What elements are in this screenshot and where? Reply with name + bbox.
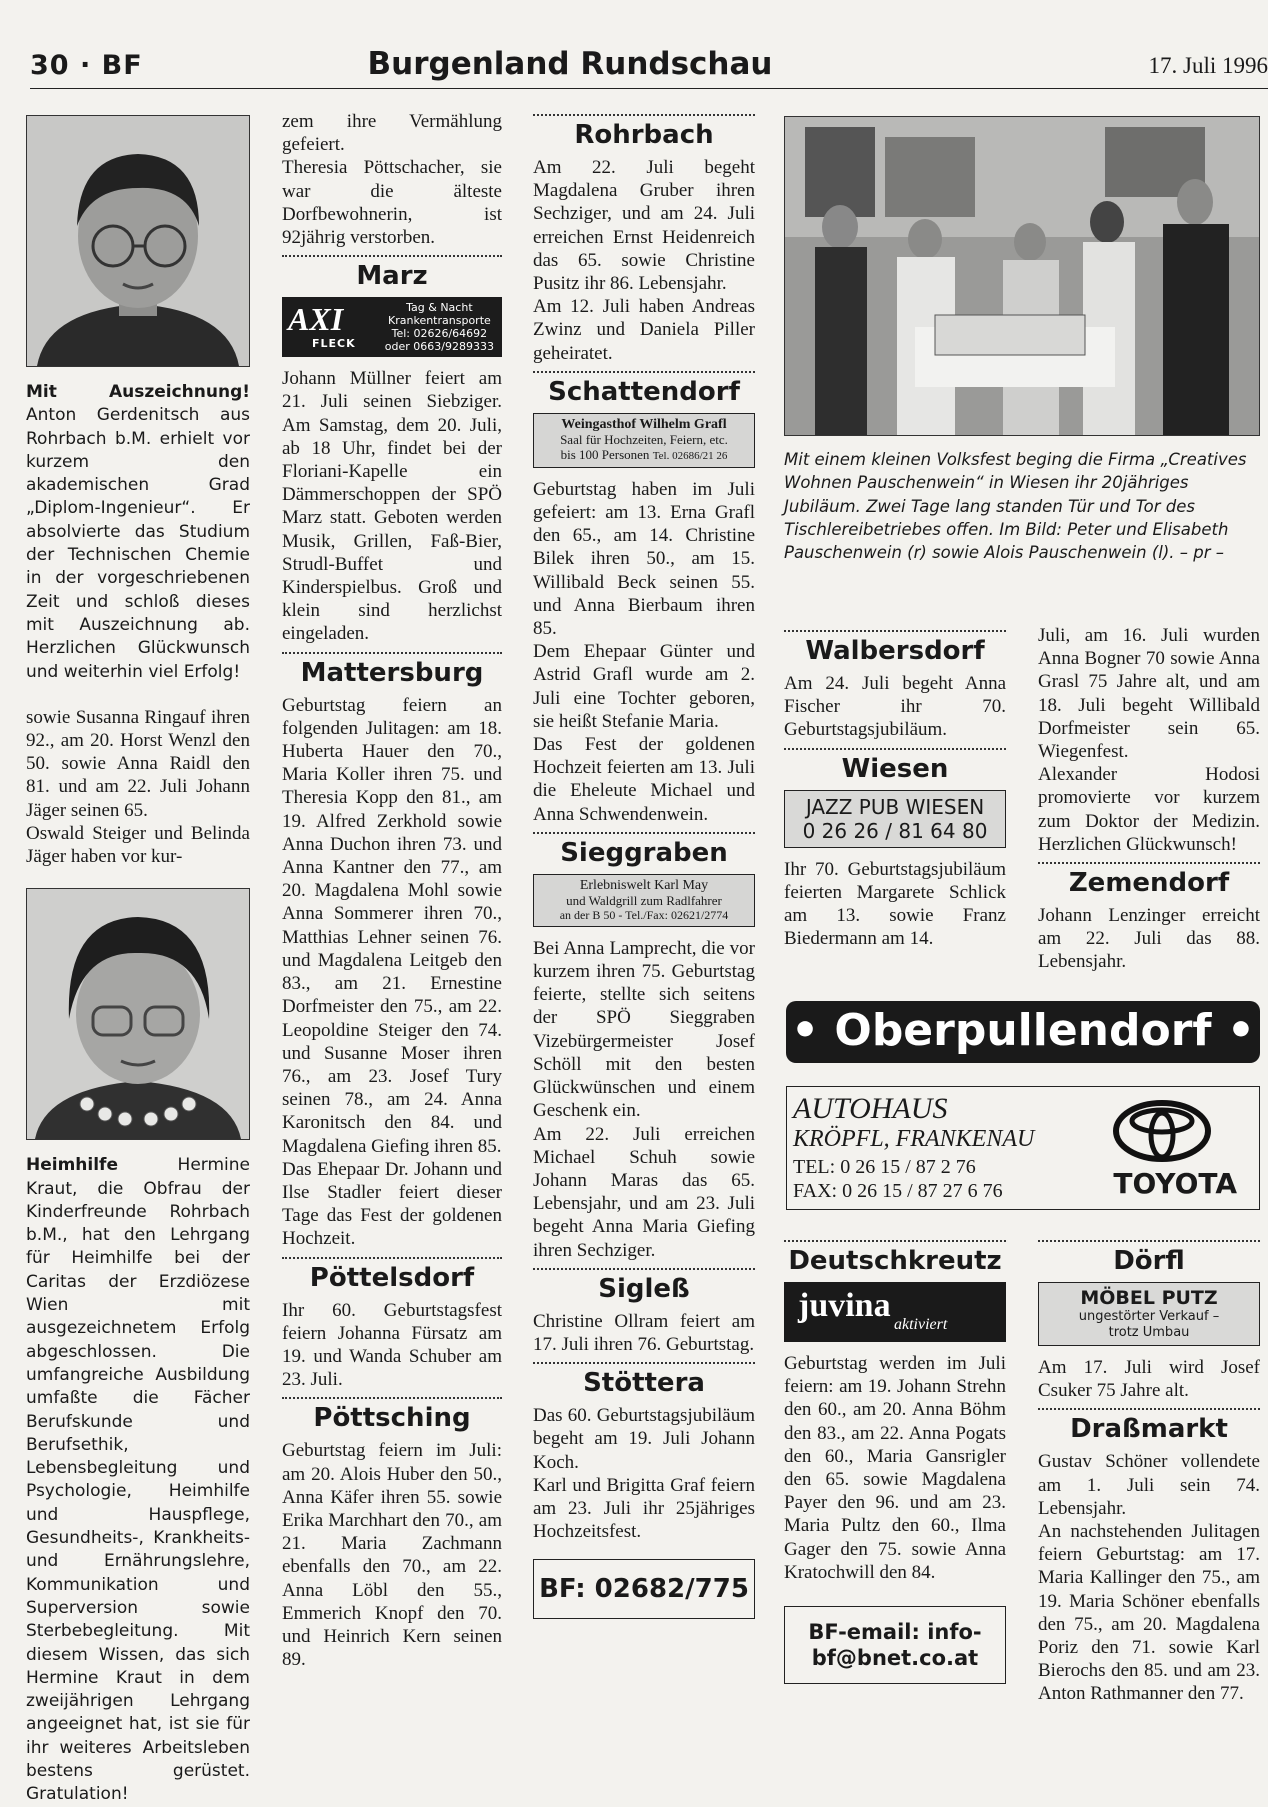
divider xyxy=(1038,1240,1260,1242)
taxi-ad-details xyxy=(385,301,494,353)
paragraph: Bei Anna Lamprecht, die vor kurzem ihren 75. Geburtstag feierte, stellte sich seitens der SPÖ Sieggraben Vizebürgermeister Josef Schöll mit den besten Glückwünschen und einem Geschenk ein. xyxy=(533,937,755,1122)
paragraph: Christine Ollram feiert am 17. Juli ihren 76. Geburtstag. xyxy=(533,1310,755,1355)
section-heading-mattersburg: Mattersburg xyxy=(300,657,484,688)
divider xyxy=(1038,1408,1260,1410)
paragraph: Geburtstag feiern an folgenden Julitagen: am 18. Huberta Hauer den 70., Maria Koller ihren 75. und Theresia Kopp den 81., am 19. Alfred Zerkhold sowie Anna Duchon ihren 73. und Anna Kantner den 77., am 20. Magdalena Mohl sowie Anna Sommerer ihren 70., Matthias Lehner seinen 76. und Magdalena Leitgeb den 83., am 21. Ernestine Dorfmeister den 75., am 22. Leopoldine Steiger den 74. und Susanne Moser ihren 76., am 23. Josef Tury seinen 78., am 24. Anna Karonitsch den 84. und Magdalena Giefing ihren 85. xyxy=(282,694,502,1157)
ad-line: oder 0663/9289333 xyxy=(384,340,494,354)
ad-line: Saal für Hochzeiten, Feiern, etc. xyxy=(560,431,728,447)
ad-line: AUTOHAUS xyxy=(793,1092,948,1125)
ad-line xyxy=(536,447,752,464)
toyota-logo-icon xyxy=(1112,1099,1212,1163)
paragraph: Am 22. Juli begeht Magdalena Gruber ihren Sechziger, und am 24. Juli erreichen Ernst Heidenreich das 65. sowie Christine Pusitz ihr 86. Lebensjahr. xyxy=(533,157,755,295)
taxi-logo-sub: FLECK xyxy=(312,337,356,351)
section-heading-wiesen: Wiesen xyxy=(841,753,949,784)
ad-juvina xyxy=(784,1282,1006,1342)
paragraph: An nachstehenden Julitagen feiern Geburtstag: am 17. Maria Kallinger den 75., am 19. Maria Schöner ebenfalls den 75., am 20. Magdalena Poriz den 71. sowie Karl Bierochs den 85. und am 23. Anton Rathmanner den 77. xyxy=(1038,1521,1260,1705)
region-banner-oberpullendorf xyxy=(786,1001,1260,1063)
paragraph: Das 60. Geburtstagsjubiläum begeht am 19. Juli Johann Koch. xyxy=(533,1405,755,1473)
caption-lead: Heimhilfe xyxy=(26,1155,118,1176)
ad-line: MÖBEL PUTZ xyxy=(1080,1287,1218,1309)
divider xyxy=(282,1397,502,1399)
portrait-photo-gerdenitsch xyxy=(26,115,250,367)
issue-date: 17. Juli 1996 xyxy=(1148,53,1268,78)
ad-jazz-pub-wiesen xyxy=(784,790,1006,848)
paragraph: Ihr 70. Geburtstagsjubiläum feierten Margarete Schlick am 13. sowie Franz Biedermann am 14. xyxy=(784,858,1006,950)
column-4 xyxy=(784,116,1260,564)
ad-line: ungestörter Verkauf – xyxy=(1078,1309,1220,1324)
section-heading-poettsching: Pöttsching xyxy=(313,1403,471,1434)
divider xyxy=(533,114,755,116)
ad-autohaus-kroepfl xyxy=(786,1086,1260,1210)
paragraph: Karl und Brigitta Graf feiern am 23. Juli ihr 25jähriges Hochzeitsfest. xyxy=(533,1474,755,1543)
paragraph: Juli, am 16. Juli wurden Anna Bogner 70 sowie Anna Grasl 75 Jahre alt, und am 18. Juli begeht Willibald Dorfmeister sein 65. Wiegenfest. xyxy=(1038,625,1260,763)
divider xyxy=(533,371,755,373)
divider xyxy=(533,1268,755,1270)
email-line: bf@bnet.co.at xyxy=(811,1646,979,1671)
email-line: BF-email: info- xyxy=(808,1620,982,1645)
event-photo-pauschenwein xyxy=(784,116,1260,436)
column-4-lower xyxy=(784,624,1006,950)
ad-line: KRÖPFL, FRANKENAU xyxy=(793,1126,1035,1152)
section-heading-doerfl: Dörfl xyxy=(1113,1246,1185,1276)
ad-erlebniswelt-karl-may xyxy=(533,874,755,927)
divider xyxy=(784,1240,1006,1242)
column-5 xyxy=(1038,624,1260,974)
ad-line: Weingasthof Wilhelm Grafl xyxy=(561,416,727,432)
column-1 xyxy=(26,115,250,1807)
section-heading-sieggraben: Sieggraben xyxy=(560,837,728,868)
caption-text: Hermine Kraut, die Obfrau der Kinderfreunde Rohrbach b.M., hat den Lehrgang für Heimhilfe bei der Caritas der Erzdiözese Wien mit ausgezeichnetem Erfolg abgeschlossen. Die umfangreiche Ausbildung umfaßte die Fächer Berufskunde und Berufsethik, Lebensbegleitung und Psychologie, Heimhilfe und Hauspflege, Gesundheits-, Krankheits- und Ernährungslehre, Kommunikation und Superversion sowie Sterbebegleitung. Mit diesem Wissen, das sich Hermine Kraut in dem zweijährigen Lehrgang angeeignet hat, ist sie für ihr weiteres Arbeitsleben bestens gerüstet. Gratulation! xyxy=(26,1155,250,1805)
section-heading-rohrbach: Rohrbach xyxy=(574,120,714,150)
photo-caption-pauschenwein: Mit einem kleinen Volksfest beging die Firma „Creatives Wohnen Pauschenwein“ in Wiesen ihr 20jähriges Jubiläum. Zwei Tage lang standen Tür und Tor des Tischlereibetriebes offen. Im Bild: Peter und Elisabeth Pauschenwein (r) sowie Alois Pauschenwein (l). – pr – xyxy=(784,450,1247,563)
paragraph: sowie Susanna Ringauf ihren 92., am 20. Horst Wenzl den 50. sowie Anna Raidl den 81. und am 22. Juli Johann Jäger seinen 65. xyxy=(26,706,250,821)
caption-text: Anton Gerdenitsch aus Rohrbach b.M. erhielt vor kurzem den akademischen Grad „Diplom-Ingenieur“. Er absolvierte das Studium der Technischen Chemie in der vorgeschriebenen Zeit und schloß dieses mit Auszeichnung ab. Herzlichen Glückwunsch und weiterhin viel Erfolg! xyxy=(26,405,250,682)
section-heading-stoettera: Stöttera xyxy=(583,1368,705,1399)
photo-caption-gerdenitsch xyxy=(26,381,250,684)
section-heading-drassmarkt: Draßmarkt xyxy=(1070,1414,1228,1445)
paragraph: Geburtstag haben im Juli gefeiert: am 13. Erna Grafl den 65., am 14. Christine Bilek ihren 50., am 15. Willibald Beck seinen 55. und Anna Bierbaum ihren 85. xyxy=(533,478,755,640)
ad-line: 0 26 26 / 81 64 80 xyxy=(802,818,988,843)
ad-line: FAX: 0 26 15 / 87 27 6 76 xyxy=(793,1180,1003,1202)
column-2 xyxy=(282,110,502,1671)
paragraph: Am 24. Juli begeht Anna Fischer ihr 70. Geburtstagsjubiläum. xyxy=(784,673,1006,741)
section-heading-schattendorf: Schattendorf xyxy=(548,376,740,407)
paragraph: Dem Ehepaar Günter und Astrid Grafl wurde am 2. Juli eine Tochter geboren, sie heißt Stefanie Maria. xyxy=(533,641,755,732)
divider xyxy=(282,652,502,654)
ad-line: an der B 50 - Tel./Fax: 02621/2774 xyxy=(559,907,729,922)
caption-lead: Mit Auszeichnung! xyxy=(26,382,250,402)
section-heading-sigless: Sigleß xyxy=(598,1273,690,1304)
divider xyxy=(282,1257,502,1259)
ad-line: trotz Umbau xyxy=(1108,1325,1190,1340)
section-heading-deutschkreutz: Deutschkreutz xyxy=(788,1246,1002,1276)
divider xyxy=(282,255,502,257)
section-heading-marz: Marz xyxy=(356,261,428,292)
paragraph: Am 17. Juli wird Josef Csuker 75 Jahre alt. xyxy=(1038,1357,1260,1402)
paragraph: Das Fest der goldenen Hochzeit feierten am 13. Juli die Eheleute Michael und Anna Schwendenwein. xyxy=(533,734,755,825)
paragraph: Johann Lenzinger erreicht am 22. Juli das 88. Lebensjahr. xyxy=(1038,905,1260,973)
paragraph: Theresia Pöttschacher, sie war die älteste Dorfbewohnerin, ist 92jährig verstorben. xyxy=(282,157,502,249)
page-header xyxy=(30,38,1268,89)
event-photo-illustration xyxy=(785,117,1259,435)
paragraph: Ihr 60. Geburtstagsfest feiern Johanna Fürsatz am 19. und Wanda Schuber am 23. Juli. xyxy=(282,1299,502,1391)
paragraph: Gustav Schöner vollendete am 1. Juli sein 74. Lebensjahr. xyxy=(1038,1451,1260,1519)
paragraph: Geburtstag werden im Juli feiern: am 19. Johann Strehn den 60., am 20. Anna Böhm den 83., am 22. Anna Pogats den 60., Maria Gansrigler den 65. sowie Magdalena Payer den 96. und am 23. Maria Pultz den 60., Ilma Gager den 75. sowie Anna Kratochwill den 84. xyxy=(784,1353,1006,1583)
ad-line: Tel: 02626/64692 xyxy=(391,327,488,341)
paragraph: Oswald Steiger und Belinda Jäger haben vor kur- xyxy=(26,822,250,868)
paragraph: Das Ehepaar Dr. Johann und Ilse Stadler feiert dieser Tage das Fest der goldenen Hochzeit. xyxy=(282,1158,502,1250)
bf-phone-text: BF: 02682/775 xyxy=(539,1574,749,1605)
ad-line: Krankentransporte xyxy=(388,314,491,328)
portrait-illustration xyxy=(27,889,249,1139)
column-3 xyxy=(533,110,755,1619)
juvina-tagline: aktiviert xyxy=(894,1316,948,1333)
section-heading-walbersdorf: Walbersdorf xyxy=(805,636,985,666)
divider xyxy=(533,832,755,834)
divider xyxy=(784,630,1006,632)
section-heading-zemendorf: Zemendorf xyxy=(1068,868,1230,899)
page-number: 30 · BF xyxy=(30,50,143,81)
paragraph: Geburtstag feiern im Juli: am 20. Alois Huber den 50., Anna Käfer ihren 55. sowie Erika Marchhart den 70., am 21. Maria Zachmann ebenfalls den 70., am 22. Anna Löbl den 55., Emmerich Knopf den 70. und Heinrich Kern seinen 89. xyxy=(282,1440,502,1671)
photo-caption-kraut xyxy=(26,1154,250,1806)
column-4-bottom xyxy=(784,1234,1006,1684)
ad-line: JAZZ PUB WIESEN xyxy=(805,794,985,819)
divider xyxy=(1038,862,1260,864)
paragraph: Johann Müllner feiert am 21. Juli seinen Siebziger. Am Samstag, dem 20. Juli, ab 18 Uhr, findet bei der Floriani-Kapelle ein Dämmerschoppen der SPÖ Marz statt. Geboten werden Musik, Grillen, Faß-Bier, Strudl-Buffet und Kinderspielbus. Groß und klein sind herzlichst eingeladen. xyxy=(282,368,502,645)
ad-line: Tag & Nacht xyxy=(406,301,473,315)
ad-weingasthof-grafl xyxy=(533,413,755,468)
toyota-brand-text: TOYOTA xyxy=(1113,1167,1237,1200)
ad-line-part: bis 100 Personen xyxy=(560,446,650,462)
article-text xyxy=(26,706,250,868)
column-5-bottom xyxy=(1038,1234,1260,1706)
ad-line: und Waldgrill zum Radlfahrer xyxy=(566,892,722,908)
ad-line: TEL: 0 26 15 / 87 2 76 xyxy=(793,1156,976,1178)
ad-phone: Tel. 02686/21 26 xyxy=(652,449,728,462)
ad-taxi-fleck xyxy=(282,297,502,357)
paragraph: zem ihre Vermählung gefeiert. xyxy=(282,111,502,156)
paragraph: Am 22. Juli erreichen Michael Schuh sowie Johann Maras das 65. Lebensjahr, und am 23. Juli begeht Anna Maria Giefing ihren Sechziger. xyxy=(533,1123,755,1261)
paragraph: Alexander Hodosi promovierte vor kurzem zum Doktor der Medizin. Herzlichen Glückwunsch! xyxy=(1038,764,1260,855)
banner-text: • Oberpullendorf • xyxy=(790,1005,1256,1056)
divider xyxy=(533,1362,755,1364)
taxi-logo xyxy=(288,301,344,338)
juvina-logo-text: juvina xyxy=(798,1287,891,1324)
taxi-logo-text: AXI xyxy=(288,301,344,338)
ad-bf-email xyxy=(784,1606,1006,1684)
divider xyxy=(784,748,1006,750)
newspaper-title: Burgenland Rundschau xyxy=(367,46,773,82)
ad-moebel-putz xyxy=(1038,1282,1260,1346)
portrait-illustration xyxy=(27,116,249,366)
ad-line: Erlebniswelt Karl May xyxy=(579,877,709,893)
ad-bf-phone xyxy=(533,1559,755,1619)
section-heading-poettelsdorf: Pöttelsdorf xyxy=(309,1262,475,1293)
portrait-photo-kraut xyxy=(26,888,250,1140)
paragraph: Am 12. Juli haben Andreas Zwinz und Daniela Piller geheiratet. xyxy=(533,296,755,364)
